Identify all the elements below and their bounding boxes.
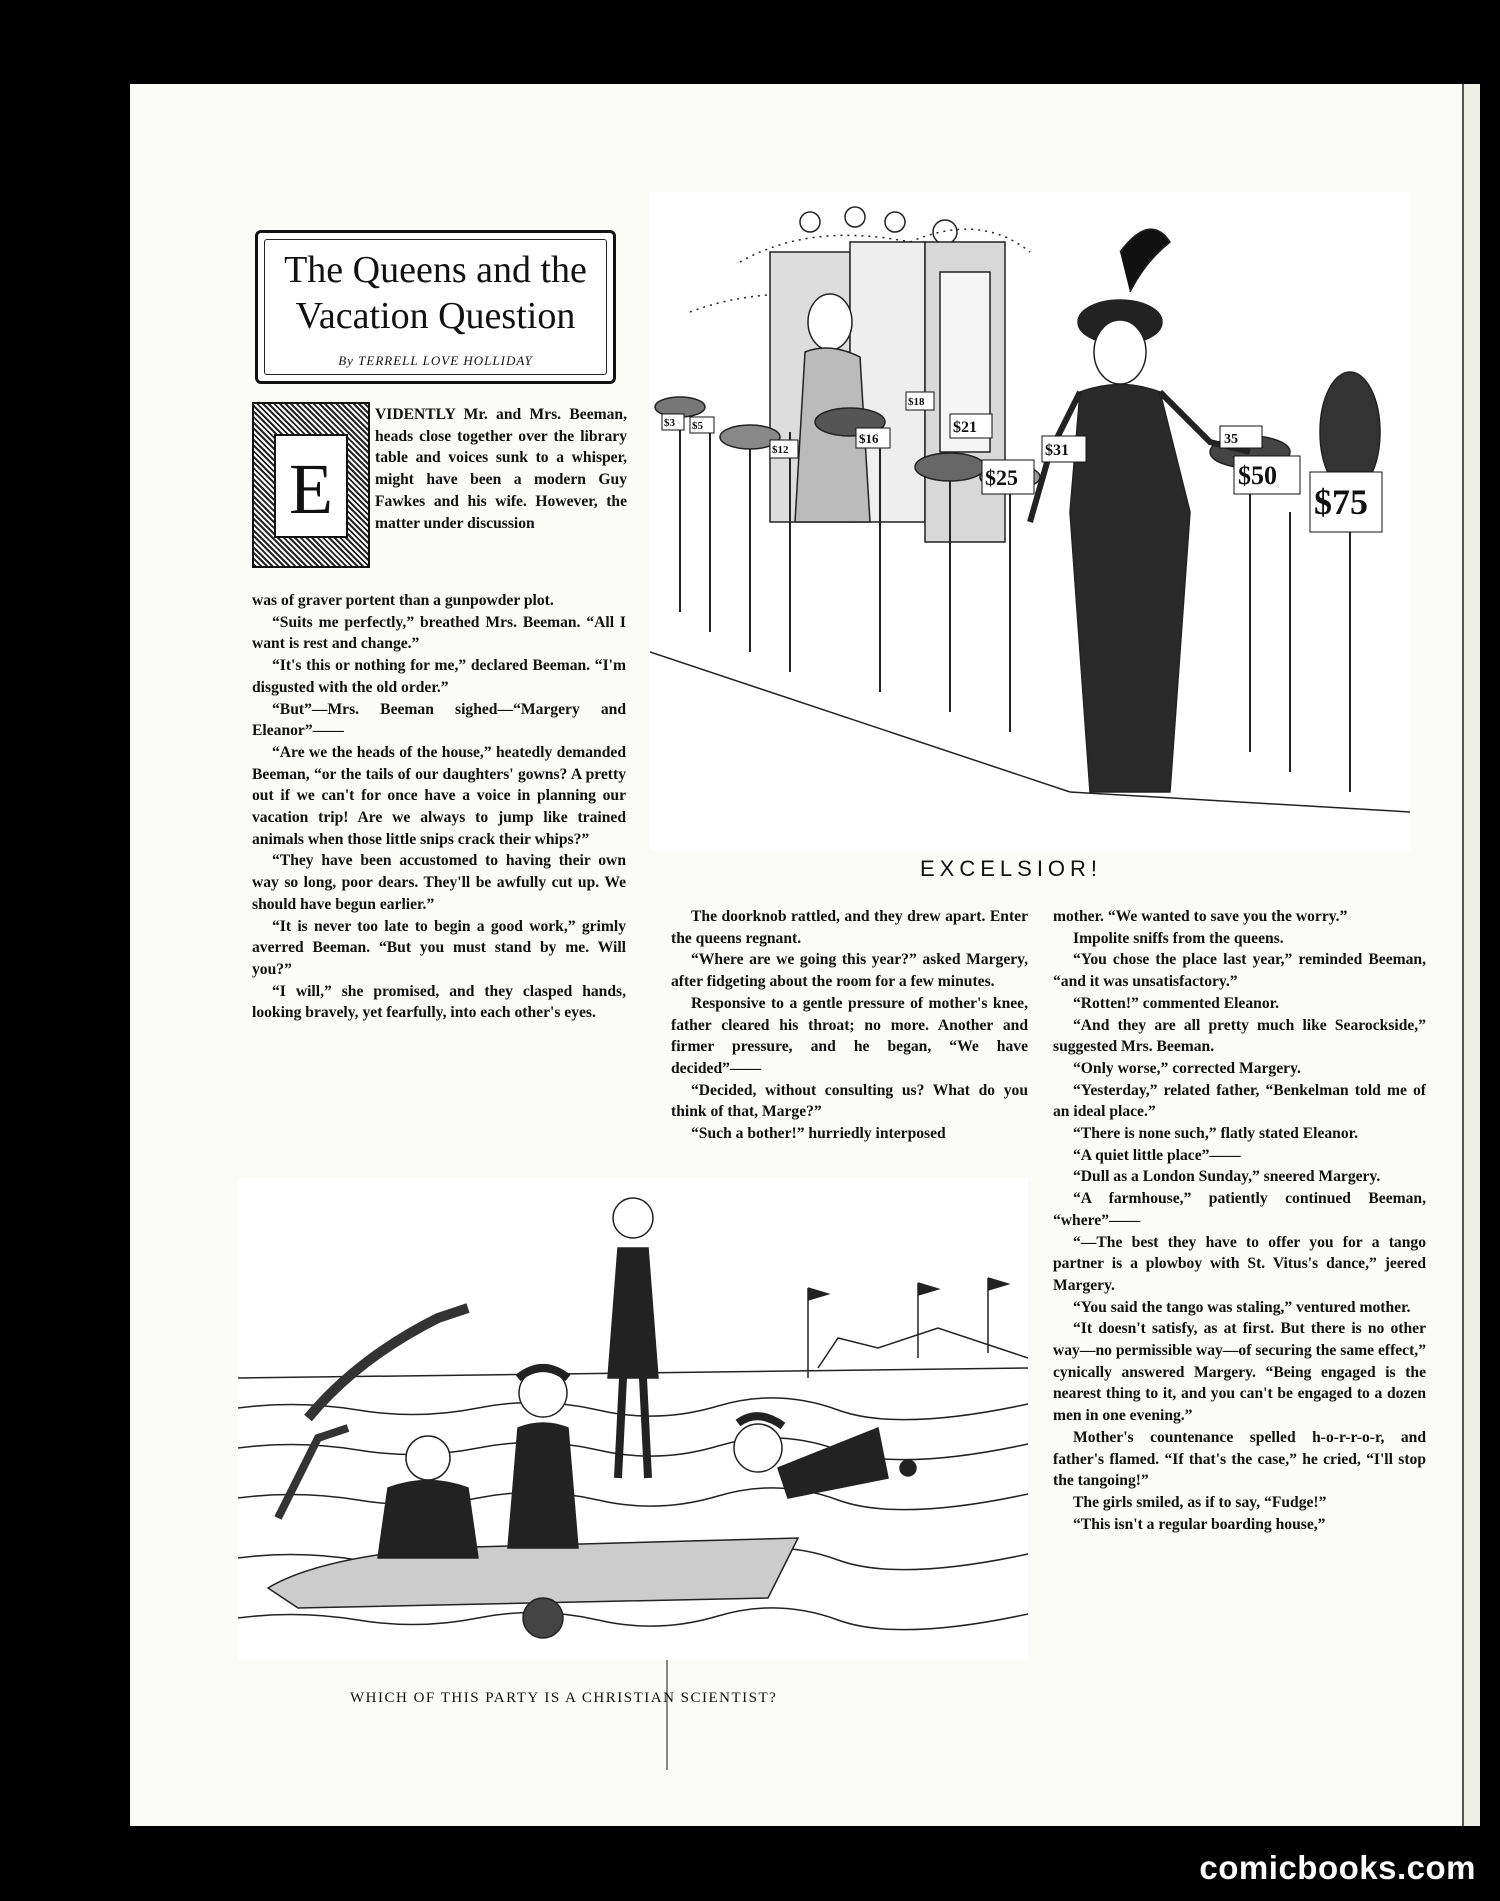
paragraph: “It's this or nothing for me,” declared Beeman. “I'm disgusted with the old order.” [252, 657, 626, 696]
column3 [1053, 906, 1426, 1535]
paragraph: was of graver portent than a gunpowder plot. [252, 592, 554, 609]
paragraph: “A farmhouse,” patiently continued Beeman, “where”—— [1053, 1190, 1426, 1229]
paragraph: “But”—Mrs. Beeman sighed—“Margery and Eleanor”—— [252, 700, 626, 740]
paragraph: “—The best they have to offer you for a tango partner is a plowboy with St. Vitus's dance,” jeered Margery. [1053, 1233, 1426, 1294]
price-tag-text: $25 [985, 465, 1018, 490]
next-page-edge [1462, 84, 1480, 1826]
price-tag [690, 417, 714, 433]
byline: By TERRELL LOVE HOLLIDAY [338, 353, 533, 368]
title-line-2: Vacation Question [295, 295, 576, 337]
paragraph: “Such a bother!” hurriedly interposed [691, 1125, 946, 1143]
dropcap-letter: E [289, 449, 333, 529]
price-tag-text: $5 [692, 420, 703, 432]
price-tag [1220, 426, 1262, 448]
dropcap-frame [274, 434, 348, 538]
paragraph: Impolite sniffs from the queens. [1073, 929, 1284, 947]
price-tag [1042, 436, 1086, 462]
price-tag-text: 35 [1224, 432, 1238, 447]
beach-drawing [238, 1178, 1028, 1660]
paragraph: mother. “We wanted to save you the worry.” [1053, 908, 1348, 925]
price-tag-text: $75 [1314, 482, 1368, 522]
hat-shop-drawing [650, 192, 1410, 850]
column1-opening [375, 404, 627, 534]
paragraph: “Dull as a London Sunday,” sneered Margery. [1073, 1168, 1381, 1186]
beach-illustration [238, 1178, 1028, 1660]
paragraph: “This isn't a regular boarding house,” [1073, 1515, 1326, 1533]
title-line-1: The Queens and the [284, 249, 587, 291]
paragraph: “Decided, without consulting us? What do you think of that, Marge?” [671, 1081, 1028, 1121]
price-tag-text: $18 [908, 396, 925, 408]
paragraph: VIDENTLY Mr. and Mrs. Beeman, heads close together over the library table and voices sunk to a whisper, might have been a modern Guy Fawkes and his wife. However, the matter under discussion [375, 406, 627, 532]
paragraph: Mother's countenance spelled h-o-r-r-o-r, and father's flamed. “If that's the case,” he cried, “I'll stop the tangoing!” [1053, 1428, 1426, 1490]
page-fold-line [666, 1660, 668, 1770]
paragraph: The doorknob rattled, and they drew apart. Enter the queens regnant. [671, 908, 1028, 947]
price-tag-text: $12 [772, 444, 789, 456]
paragraph: “I will,” she promised, and they clasped hands, looking bravely, yet fearfully, into each other's eyes. [252, 982, 626, 1022]
hat-shop-illustration [650, 192, 1410, 850]
price-tag [662, 414, 684, 430]
dropcap-ornament [252, 402, 370, 568]
paragraph: “It doesn't satisfy, as at first. But there is no other way—no permissible way—of securing the same effect,” cynically answered Margery. “Being engaged is the nearest thing to it, and you can't be engaged to a dozen men in one evening.” [1053, 1320, 1426, 1425]
paragraph: “Yesterday,” related father, “Benkelman told me of an ideal place.” [1053, 1081, 1426, 1121]
paragraph: The girls smiled, as if to say, “Fudge!” [1073, 1493, 1327, 1511]
illustration-caption: EXCELSIOR! [920, 856, 1103, 881]
watermark: comicbooks.com [1199, 1849, 1476, 1886]
paragraph: “You said the tango was staling,” ventured mother. [1073, 1298, 1411, 1316]
price-tag-text: $21 [953, 419, 977, 436]
price-tag-text: $31 [1045, 442, 1069, 459]
paragraph: “They have been accustomed to having their own way so long, poor dears. They'll be awfully cut up. We should have begun earlier.” [252, 852, 626, 913]
price-tag [770, 440, 798, 458]
column2 [671, 906, 1028, 1145]
price-tag [1310, 472, 1382, 532]
paragraph: “You chose the place last year,” reminded Beeman, “and it was unsatisfactory.” [1053, 951, 1426, 991]
illustration-caption: WHICH OF THIS PARTY IS A CHRISTIAN SCIENTIST? [350, 1690, 778, 1706]
price-tag [906, 392, 934, 410]
title-box [255, 230, 616, 384]
paragraph: “Suits me perfectly,” breathed Mrs. Beeman. “All I want is rest and change.” [252, 613, 626, 653]
price-tag-text: $50 [1238, 461, 1277, 490]
price-tag-text: $3 [664, 417, 675, 429]
price-tag [982, 460, 1034, 494]
paragraph: Responsive to a gentle pressure of mother's knee, father cleared his throat; no more. Another and firmer pressure, and he began, “We have decided”—— [671, 994, 1028, 1077]
column1 [252, 590, 626, 1024]
price-tag-text: $16 [859, 431, 879, 446]
price-tag [950, 414, 992, 438]
paragraph: “Are we the heads of the house,” heatedly demanded Beeman, “or the tails of our daughters' gowns? A pretty out if we can't for once have a voice in planning our vacation trip! Are we always to jump like trained animals when those little snips crack their whips?” [252, 743, 626, 848]
price-tag [856, 428, 890, 448]
paragraph: “And they are all pretty much like Searockside,” suggested Mrs. Beeman. [1053, 1016, 1426, 1056]
page-title [258, 247, 613, 339]
paragraph: “There is none such,” flatly stated Eleanor. [1073, 1125, 1359, 1143]
price-tag [1234, 456, 1300, 494]
paragraph: “Rotten!” commented Eleanor. [1073, 994, 1280, 1012]
paragraph: “A quiet little place”—— [1073, 1146, 1241, 1164]
paragraph: “Where are we going this year?” asked Margery, after fidgeting about the room for a few minutes. [671, 951, 1028, 991]
paragraph: “Only worse,” corrected Margery. [1073, 1059, 1301, 1077]
paragraph: “It is never too late to begin a good work,” grimly averred Beeman. “But you must stand by me. Will you?” [252, 917, 626, 978]
